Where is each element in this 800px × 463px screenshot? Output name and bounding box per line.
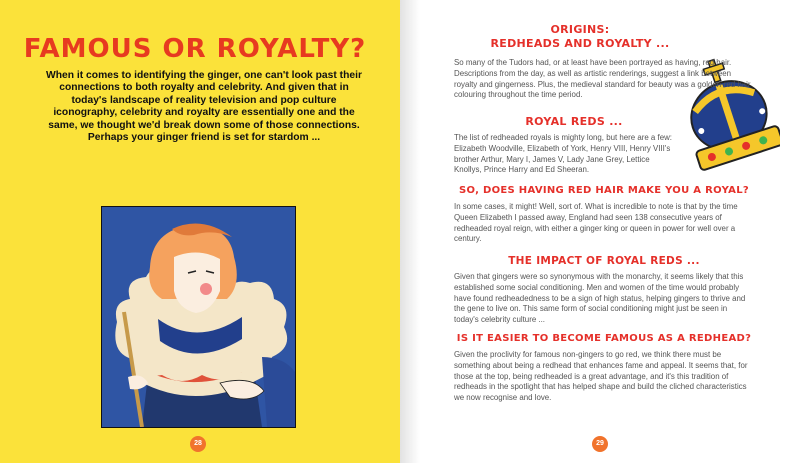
section-heading: THE IMPACT OF ROYAL REDS ... [508,255,700,267]
section-heading: ORIGINS: REDHEADS AND ROYALTY ... [490,23,670,50]
section-body: The list of redheaded royals is mighty long, but here are a few: Elizabeth Woodville, Elizabeth of York, Henry VIII, Henry VIII's brother Arthur, Mary I, James V, Lady Jane Grey, Lettice Knollys, Prince Harry and Ed Sheeran. [454,133,672,175]
intro-paragraph: When it comes to identifying the ginger, one can't look past their connections to both royalty and celebrity. And given that in today's landscape of reality television and pop culture iconography, celebrity and royalty are essentially one and the same, we thought we'd break down some of those connections. Perhaps your ginger friend is set for stardom ... [46,70,362,144]
page-gutter-shadow [400,0,420,463]
section-body: So many of the Tudors had, or at least have been portrayed as having, red hair. Descriptions from the day, as well as artistic renderings, suggest a link between royalty and gingerness. Plus, the medieval standard for beauty was a golden-red hair colouring throughout the time period. [454,58,751,100]
section-heading: IS IT EASIER TO BECOME FAMOUS AS A REDHEAD? [456,333,752,344]
section-heading: SO, DOES HAVING RED HAIR MAKE YOU A ROYAL? [459,185,749,196]
page-title: FAMOUS OR ROYALTY? [23,34,367,64]
section-body: In some cases, it might! Well, sort of. What is incredible to note is that by the time Queen Elizabeth I passed away, England had seen 138 consecutive years of redheaded royal reign, with either a ginger king or queen in power for well over a century. [454,202,738,244]
section-body: Given that gingers were so synonymous with the monarchy, it seems likely that this established some social conditioning. Men and women of the time would probably have found redheadedness to be a sign of high status, helping gingers to thrive and the gene to live on. This same form of social conditioning might just be seen in today's celebrity culture ... [454,272,746,325]
page-number-badge: 28 [190,436,206,452]
section-heading: ROYAL REDS ... [525,115,623,128]
right-page [400,0,800,463]
tudor-portrait-illustration [101,206,296,428]
page-number-badge: 29 [592,436,608,452]
section-body: Given the proclivity for famous non-gingers to go red, we think there must be something about being a redhead that enhances fame and appeal. It seems that, for those at the top, being redheaded is a great advantage, and it's this tradition of redheads in the spotlight that has helped shape and build the cliched characteristics we now recognise and love. [454,350,748,403]
